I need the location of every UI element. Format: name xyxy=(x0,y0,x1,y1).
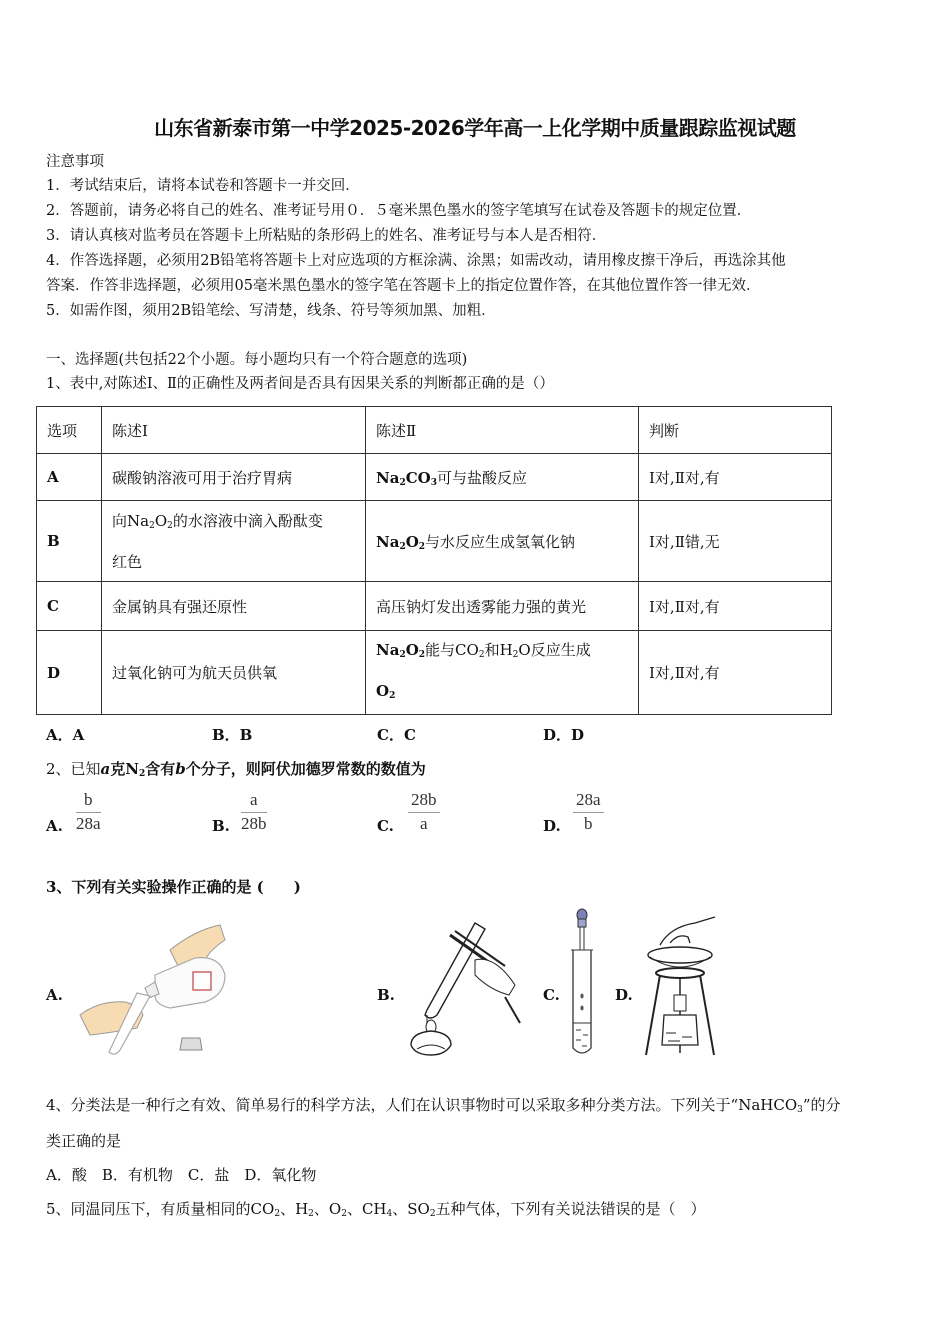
q2-option-c-label[interactable]: C. xyxy=(377,817,394,835)
q2-option-d-label[interactable]: D. xyxy=(543,817,561,835)
table-header-row xyxy=(37,407,832,454)
q2-option-a-fraction[interactable]: $\frac{b}{28a}$ xyxy=(76,790,101,833)
row-statement-2: $Na_2CO_3$可与盐酸反应 xyxy=(366,454,639,501)
row-judgement: Ⅰ对,Ⅱ对,有 xyxy=(639,454,832,501)
q1-option-b[interactable]: B．B xyxy=(212,726,253,744)
header-statement-1: 陈述Ⅰ xyxy=(102,407,366,454)
q2-option-a-label[interactable]: A. xyxy=(46,817,63,835)
q3-option-b-label[interactable]: B. xyxy=(377,986,395,1004)
heating-test-tube-image[interactable] xyxy=(405,915,525,1060)
row-statement-2: $Na_2O_2$与水反应生成氢氧化钠 xyxy=(366,501,639,582)
table-row xyxy=(37,454,832,501)
row-statement-2: 高压钠灯发出透雾能力强的黄光 xyxy=(366,582,639,631)
row-judgement: Ⅰ对,Ⅱ对,有 xyxy=(639,582,832,631)
row-statement-1: 碳酸钠溶液可用于治疗胃病 xyxy=(102,454,366,501)
q1-table xyxy=(36,406,832,715)
header-judgement: 判断 xyxy=(639,407,832,454)
dropper-test-tube-image[interactable] xyxy=(570,908,595,1058)
q3-stem: 3、下列有关实验操作正确的是 ( ) xyxy=(46,878,301,896)
row-option: D xyxy=(37,631,102,715)
q4-options[interactable]: A．酸 B．有机物 C．盐 D．氧化物 xyxy=(46,1166,317,1184)
row-statement-1: 过氧化钠可为航天员供氧 xyxy=(102,631,366,715)
q5-stem: 5、同温同压下，有质量相同的$CO_2$、$H_2$、$O_2$、$CH_4$、$SO_2$五种气体，下列有关说法错误的是（ ） xyxy=(46,1200,706,1219)
table-row xyxy=(37,582,832,631)
q3-option-a-label[interactable]: A. xyxy=(46,986,63,1004)
row-judgement: Ⅰ对,Ⅱ对,有 xyxy=(639,631,832,715)
table-row xyxy=(37,631,832,715)
evaporating-dish-image[interactable] xyxy=(640,915,720,1060)
q2-option-d-fraction[interactable]: $\frac{28a}{b}$ xyxy=(573,790,604,834)
q2-stem: 2、已知a克$N_2$含有b个分子，则阿伏加德罗常数的数值为 xyxy=(46,760,426,779)
q1-option-a[interactable]: A．A xyxy=(46,726,85,744)
q2-option-b-label[interactable]: B. xyxy=(212,817,230,835)
page-title: 山东省新泰市第一中学2025-2026学年高一上化学期中质量跟踪监视试题 xyxy=(154,116,796,140)
q1-option-c[interactable]: C．C xyxy=(377,726,416,744)
header-option: 选项 xyxy=(37,407,102,454)
notice-item-3: 3．请认真核对监考员在答题卡上所粘贴的条形码上的姓名、准考证号与本人是否相符． xyxy=(46,228,607,244)
q4-stem-line2: 类正确的是 xyxy=(46,1132,122,1150)
notice-item-1: 1．考试结束后，请将本试卷和答题卡一并交回． xyxy=(46,178,360,194)
q1-option-d[interactable]: D．D xyxy=(543,726,585,744)
q2-option-b-fraction[interactable]: $\frac{a}{28b}$ xyxy=(241,790,267,833)
row-judgement: Ⅰ对,Ⅱ错,无 xyxy=(639,501,832,582)
header-statement-2: 陈述Ⅱ xyxy=(366,407,639,454)
section-heading: 一、选择题(共包括22个小题。每小题均只有一个符合题意的选项) xyxy=(46,352,468,368)
pouring-liquid-image[interactable] xyxy=(75,920,235,1055)
row-statement-2: $Na_2O_2$能与$CO_2$和$H_2O$反应生成 $O_2$ xyxy=(366,631,639,715)
q1-stem: 1、表中,对陈述Ⅰ、Ⅱ的正确性及两者间是否具有因果关系的判断都正确的是（） xyxy=(46,376,554,392)
notice-item-4-cont: 答案．作答非选择题，必须用05毫米黑色墨水的签字笔在答题卡上的指定位置作答，在其他位置作答一律无效． xyxy=(46,278,761,294)
notice-item-2: 2．答题前，请务必将自己的姓名、准考证号用０．５毫米黑色墨水的签字笔填写在试卷及答题卡的规定位置． xyxy=(46,203,752,219)
q4-stem-line1: 4、分类法是一种行之有效、简单易行的科学方法，人们在认识事物时可以采取多种分类方法。下列关于“NaHCO$_3$”的分 xyxy=(46,1096,841,1115)
row-option: B xyxy=(37,501,102,582)
notice-item-5: 5．如需作图，须用2B铅笔绘、写清楚，线条、符号等须加黑、加粗． xyxy=(46,303,496,319)
row-option: C xyxy=(37,582,102,631)
row-option: A xyxy=(37,454,102,501)
row-statement-1: 金属钠具有强还原性 xyxy=(102,582,366,631)
notice-heading: 注意事项 xyxy=(46,154,104,170)
q3-option-d-label[interactable]: D. xyxy=(615,986,633,1004)
row-statement-1: 向$Na_2O_2$的水溶液中滴入酚酞变 红色 xyxy=(102,501,366,582)
q3-option-c-label[interactable]: C. xyxy=(543,986,560,1004)
table-row xyxy=(37,501,832,582)
notice-item-4: 4．作答选择题，必须用2B铅笔将答题卡上对应选项的方框涂满、涂黑；如需改动，请用橡皮擦干净后，再选涂其他 xyxy=(46,253,786,269)
q2-option-c-fraction[interactable]: $\frac{28b}{a}$ xyxy=(408,790,440,834)
